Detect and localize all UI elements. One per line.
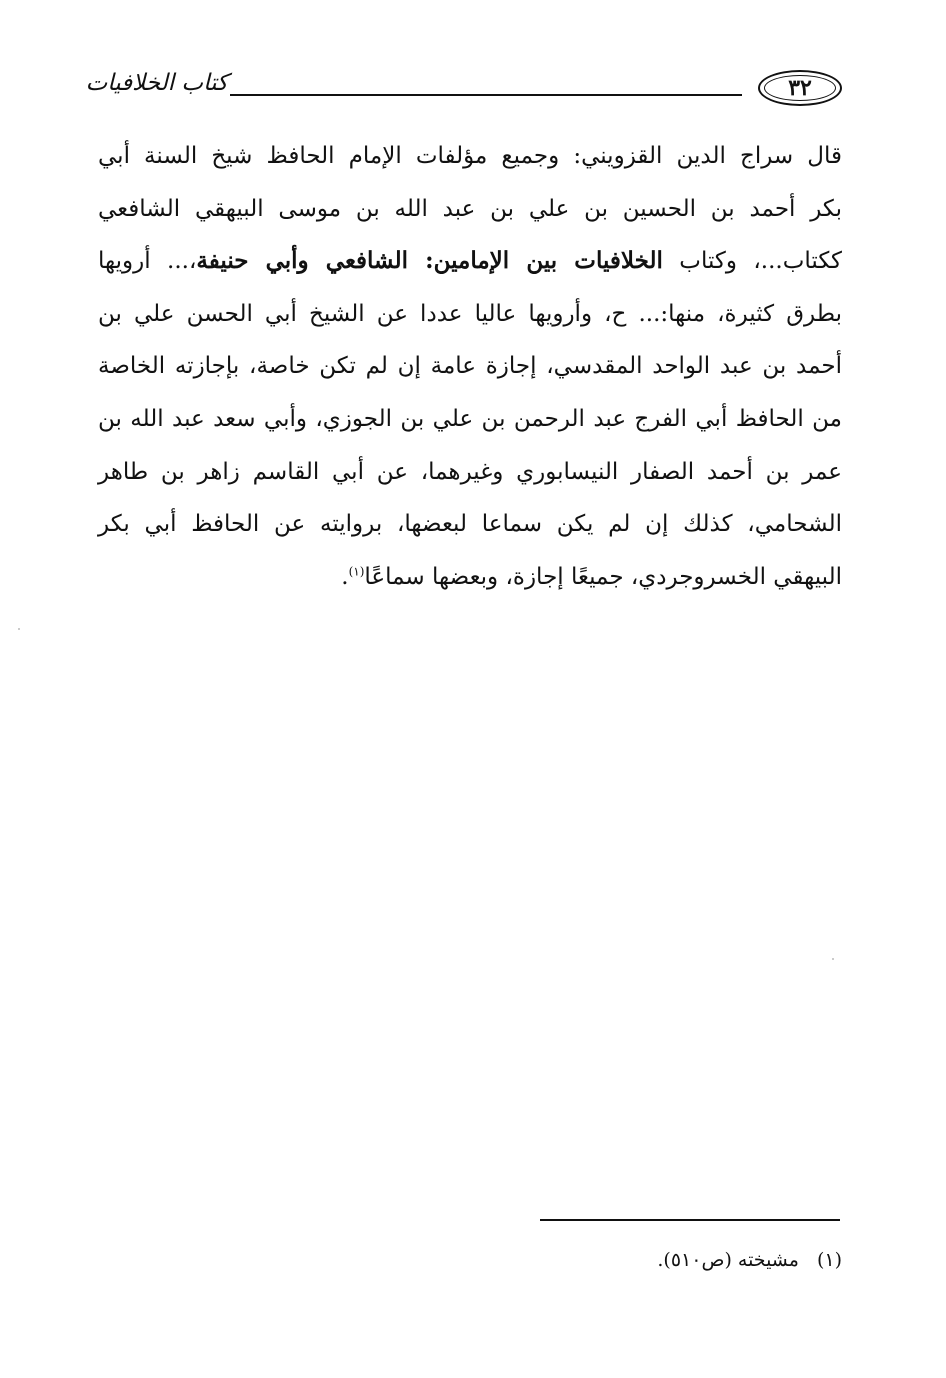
body-line xyxy=(98,498,842,551)
footnote-reference[interactable]: (١) xyxy=(348,564,365,579)
page-header xyxy=(85,68,842,112)
bold-book-title: الخلافيات بين الإمامين: الشافعي وأبي حنيفة xyxy=(196,247,663,275)
text-run: أحمد بن عبد الواحد المقدسي، إجازة عامة إن لم تكن خاصة، بإجازته الخاصة xyxy=(98,353,842,380)
footnote-marker: (١) xyxy=(816,1249,842,1271)
page-number-badge xyxy=(758,70,842,106)
body-line xyxy=(98,393,842,446)
scan-speck xyxy=(18,628,20,630)
text-run: الشحامي، كذلك إن لم يكن سماعا لبعضها، بروايته عن الحافظ أبي بكر xyxy=(98,511,842,538)
body-line xyxy=(98,235,842,288)
text-run: . xyxy=(341,563,349,590)
scan-speck xyxy=(832,958,834,960)
footnotes xyxy=(98,1242,842,1278)
running-title: كتاب الخلافيات xyxy=(85,70,228,96)
text-run: البيهقي الخسروجردي، جميعًا إجازة، وبعضها سماعًا xyxy=(364,563,842,590)
text-run: ككتاب...، وكتاب xyxy=(662,248,842,275)
footnote-separator xyxy=(540,1219,840,1221)
body-line xyxy=(98,446,842,499)
body-line xyxy=(98,551,842,604)
body-text xyxy=(98,130,842,603)
text-run: عمر بن أحمد الصفار النيسابوري وغيرهما، عن أبي القاسم زاهر بن طاهر xyxy=(98,458,842,485)
text-run: قال سراج الدين القزويني: وجميع مؤلفات الإمام الحافظ شيخ السنة أبي xyxy=(98,143,842,169)
text-run: من الحافظ أبي الفرج عبد الرحمن بن علي بن الجوزي، وأبي سعد عبد الله بن xyxy=(98,405,842,432)
text-run: ،... أرويها xyxy=(98,248,197,275)
body-line xyxy=(98,288,842,341)
text-run: بكر أحمد بن الحسين بن علي بن عبد الله بن موسى البيهقي الشافعي xyxy=(98,195,842,222)
footnote xyxy=(98,1242,842,1278)
body-line xyxy=(98,340,842,393)
footnote-text: مشيخته (ص٥١٠). xyxy=(657,1249,799,1271)
body-line xyxy=(98,130,842,183)
page-number: ٣٢ xyxy=(788,75,812,101)
body-line xyxy=(98,183,842,236)
header-rule xyxy=(230,94,742,96)
text-run: بطرق كثيرة، منها:... ح، وأرويها عاليا عددا عن الشيخ أبي الحسن علي بن xyxy=(98,300,842,327)
